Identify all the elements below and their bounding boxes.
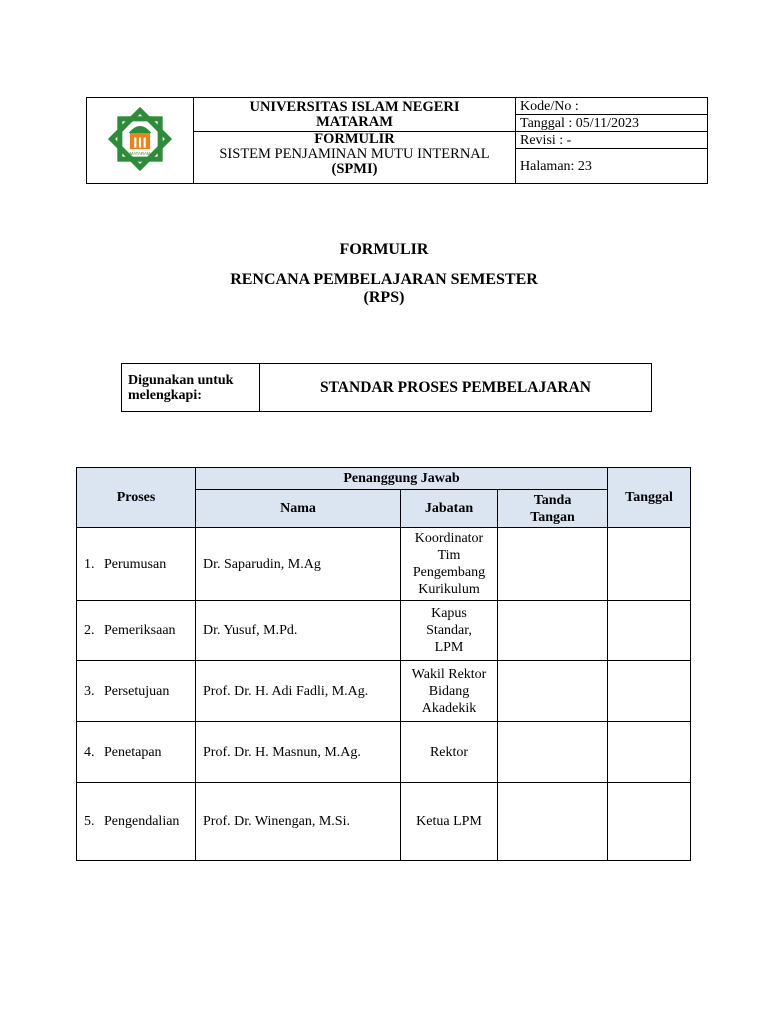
table-row — [77, 783, 691, 861]
date-cell[interactable] — [608, 661, 691, 722]
form-system-cell — [194, 132, 516, 184]
usage-label: Digunakan untuk melengkapi: — [122, 364, 260, 412]
jabatan-cell: Kapus Standar, LPM — [401, 601, 498, 661]
title-rps: RENCANA PEMBELAJARAN SEMESTER — [230, 271, 538, 288]
proses-cell: 3. Persetujuan — [77, 661, 196, 722]
table-row — [77, 661, 691, 722]
form-label: FORMULIR — [314, 131, 395, 147]
jabatan-cell: Koordinator Tim Pengembang Kurikulum — [401, 528, 498, 601]
date-cell[interactable] — [608, 528, 691, 601]
header-tanda-tangan: Tanda Tangan — [498, 490, 608, 528]
university-name: UNIVERSITAS ISLAM NEGERI MATARAM — [194, 98, 516, 132]
nama-cell: Dr. Yusuf, M.Pd. — [196, 601, 401, 661]
nama-cell: Prof. Dr. H. Masnun, M.Ag. — [196, 722, 401, 783]
table-row — [77, 601, 691, 661]
revisi-field: Revisi : - — [516, 132, 708, 149]
proses-cell: 5. Pengendalian — [77, 783, 196, 861]
table-row — [77, 528, 691, 601]
signature-cell[interactable] — [498, 722, 608, 783]
date-cell[interactable] — [608, 722, 691, 783]
proses-cell: 1. Perumusan — [77, 528, 196, 601]
date-cell[interactable] — [608, 783, 691, 861]
header-nama: Nama — [196, 490, 401, 528]
nama-cell: Prof. Dr. Winengan, M.Si. — [196, 783, 401, 861]
system-name: SISTEM PENJAMINAN MUTU INTERNAL — [219, 146, 490, 162]
header-tanggal: Tanggal — [608, 468, 691, 528]
signature-cell[interactable] — [498, 661, 608, 722]
nama-cell: Dr. Saparudin, M.Ag — [196, 528, 401, 601]
kode-field: Kode/No : — [516, 98, 708, 115]
logo-cell — [87, 98, 194, 184]
usage-value: STANDAR PROSES PEMBELAJARAN — [260, 364, 652, 412]
tanggal-field: Tanggal : 05/11/2023 — [516, 115, 708, 132]
nama-cell: Prof. Dr. H. Adi Fadli, M.Ag. — [196, 661, 401, 722]
jabatan-cell: Rektor — [401, 722, 498, 783]
proses-cell: 4. Penetapan — [77, 722, 196, 783]
table-row — [77, 722, 691, 783]
jabatan-cell: Wakil Rektor Bidang Akadekik — [401, 661, 498, 722]
signature-cell[interactable] — [498, 783, 608, 861]
jabatan-cell: Ketua LPM — [401, 783, 498, 861]
logo-text: MATARAM — [129, 150, 151, 156]
signature-cell[interactable] — [498, 601, 608, 661]
date-cell[interactable] — [608, 601, 691, 661]
system-abbrev: (SPMI) — [331, 161, 378, 177]
header-jabatan: Jabatan — [401, 490, 498, 528]
header-penanggung-jawab: Penanggung Jawab — [196, 468, 608, 490]
title-rps-abbrev: (RPS) — [363, 289, 405, 306]
header-proses: Proses — [77, 468, 196, 528]
approval-table — [76, 467, 691, 861]
university-logo-icon — [104, 103, 176, 175]
document-header — [86, 97, 708, 184]
signature-cell[interactable] — [498, 528, 608, 601]
title-formulir: FORMULIR — [339, 241, 429, 258]
halaman-field: Halaman: 23 — [516, 149, 708, 184]
proses-cell: 2. Pemeriksaan — [77, 601, 196, 661]
usage-box — [121, 363, 652, 412]
